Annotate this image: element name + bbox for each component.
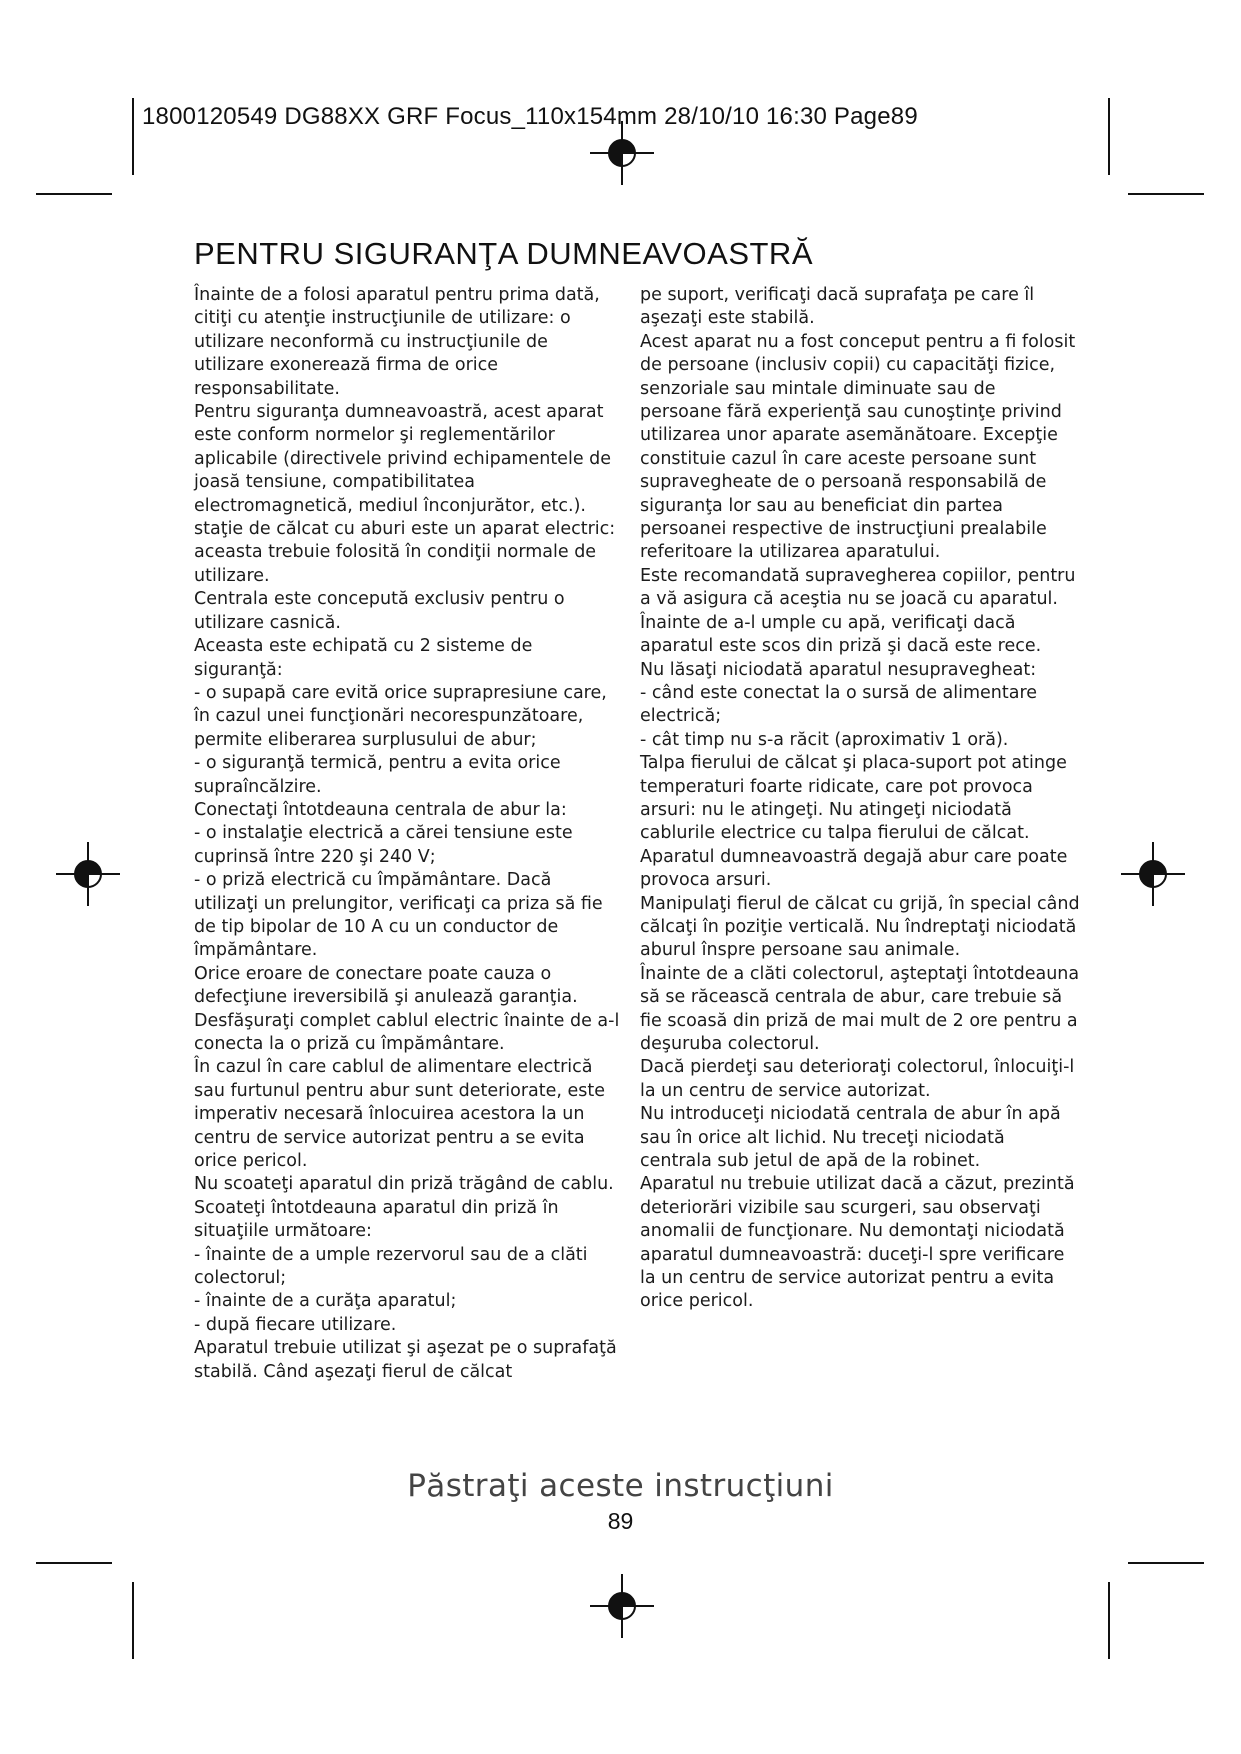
paragraph: Înainte de a clăti colectorul, aşteptaţi întotdeauna să se răcească centrala de abur, care trebuie să fie scoasă din priză de mai mult de 2 ore pentru a deşuruba colectorul. xyxy=(640,963,1080,1054)
list-item: - o instalaţie electrică a cărei tensiune este cuprinsă între 220 şi 240 V; xyxy=(194,823,573,867)
paragraph: Aparatul dumneavoastră degajă abur care poate provoca arsuri. xyxy=(640,846,1068,891)
registration-mark-right-icon xyxy=(1121,842,1185,906)
page-number: 89 xyxy=(607,1508,634,1534)
right-column xyxy=(640,284,1080,1314)
page-title: PENTRU SIGURANŢA DUMNEAVOASTRĂ xyxy=(194,236,814,271)
list-item: - după fiecare utilizare. xyxy=(194,1314,397,1335)
paragraph: Talpa fierului de călcat şi placa-suport pot atinge temperaturi foarte ridicate, care pot provoca arsuri: nu le atingeţi. Nu atingeţi niciodată cablurile electrice cu talpa fierului de călcat. xyxy=(640,753,1067,844)
paragraph: Înainte de a folosi aparatul pentru prima dată, citiţi cu atenţie instrucţiunile de utilizare: o utilizare neconformă cu instrucţiunile de utilizare exonerează firma de orice responsabilitate. xyxy=(194,285,600,399)
paragraph: pe suport, verificaţi dacă suprafaţa pe care îl aşezaţi este stabilă. xyxy=(640,285,1035,329)
paragraph: Pentru siguranţa dumneavoastră, acest aparat este conform normelor şi reglementărilor aplicabile (directivele privind echipamentele de joasă tensiune, compatibilitatea electromagnetică, mediul înconjurător, etc.). xyxy=(194,402,612,516)
paragraph: Orice eroare de conectare poate cauza o defecţiune ireversibilă şi anulează garanţia. xyxy=(194,963,578,1008)
list-item: - înainte de a curăţa aparatul; xyxy=(194,1291,457,1312)
list-item: - o siguranţă termică, pentru a evita orice supraîncălzire. xyxy=(194,753,561,797)
list-item: - cât timp nu s-a răcit (aproximativ 1 oră). xyxy=(640,729,1009,750)
crop-mark-top-left-vertical xyxy=(132,98,134,175)
paragraph: Manipulaţi fierul de călcat cu grijă, în special când călcaţi în poziţie verticală. Nu îndreptaţi niciodată aburul înspre persoane sau animale. xyxy=(640,893,1080,961)
paragraph: Aceasta este echipată cu 2 sisteme de siguranţă: xyxy=(194,636,533,680)
paragraph: Dacă pierdeţi sau deterioraţi colectorul, înlocuiţi-l la un centru de service autorizat. xyxy=(640,1057,1075,1101)
registration-mark-left-icon xyxy=(56,842,120,906)
left-column xyxy=(194,284,620,1384)
crop-mark-bottom-right-vertical xyxy=(1108,1582,1110,1659)
list-item: - când este conectat la o sursă de alimentare electrică; xyxy=(640,682,1038,727)
crop-mark-top-right-vertical xyxy=(1108,98,1110,175)
crop-mark-bottom-left-horizontal xyxy=(36,1562,112,1564)
footer-title: Păstraţi aceste instrucţiuni xyxy=(407,1468,834,1504)
registration-mark-bottom-icon xyxy=(590,1574,654,1638)
paragraph: Centrala este concepută exclusiv pentru o utilizare casnică. xyxy=(194,589,565,633)
paragraph: Desfăşuraţi complet cablul electric înainte de a-l conecta la o priză cu împământare. xyxy=(194,1010,620,1054)
crop-mark-top-right-horizontal xyxy=(1128,193,1204,195)
paragraph: În cazul în care cablul de alimentare electrică sau furtunul pentru abur sunt deteriorate, este imperativ necesară înlocuirea acestora la un centru de service autorizat pentru a se evita orice pericol. xyxy=(194,1057,606,1172)
paragraph: Nu scoateţi aparatul din priză trăgând de cablu. Scoateţi întotdeauna aparatul din priză în situaţiile următoare: xyxy=(194,1174,614,1242)
crop-mark-bottom-left-vertical xyxy=(132,1582,134,1659)
list-item: - o priză electrică cu împământare. Dacă utilizaţi un prelungitor, verificaţi ca priza să fie de tip bipolar de 10 A cu un conductor de împământare. xyxy=(194,870,603,961)
paragraph: Nu introduceţi niciodată centrala de abur în apă sau în orice alt lichid. Nu treceţi niciodată centrala sub jetul de apă de la robinet. xyxy=(640,1104,1061,1172)
print-slug-line: 1800120549 DG88XX GRF Focus_110x154mm 28/10/10 16:30 Page89 xyxy=(142,103,918,130)
paragraph: Acest aparat nu a fost conceput pentru a fi folosit de persoane (inclusiv copii) cu capacităţi fizice, senzoriale sau mintale diminuate sau de persoane fără experienţă sau cunoştinţe privind utilizarea unor aparate asemănătoare. Excepţie constituie cazul în care aceste persoane sunt supravegheate de o persoană responsabilă de siguranţa lor sau au beneficiat din partea persoanei respective de instrucţiuni prealabile referitoare la utilizarea aparatului. xyxy=(640,331,1076,563)
crop-mark-bottom-right-horizontal xyxy=(1128,1562,1204,1564)
list-item: - o supapă care evită orice suprapresiune care, în cazul unei funcţionări necorespunzătoare, permite eliberarea surplusului de abur; xyxy=(194,682,607,750)
paragraph: Este recomandată supravegherea copiilor, pentru a vă asigura că aceştia nu se joacă cu aparatul. xyxy=(640,565,1076,610)
paragraph: staţie de călcat cu aburi este un aparat electric: aceasta trebuie folosită în condiţii normale de utilizare. xyxy=(194,519,616,586)
registration-mark-top-icon xyxy=(590,121,654,185)
paragraph: Nu lăsaţi niciodată aparatul nesupravegheat: xyxy=(640,659,1037,680)
paragraph: Aparatul nu trebuie utilizat dacă a căzut, prezintă deteriorări vizibile sau scurgeri, sau observaţi anomalii de funcţionare. Nu demontaţi niciodată aparatul dumneavoastră: duceţi-l spre verificare la un centru de service autorizat pentru a evita orice pericol. xyxy=(640,1174,1075,1312)
list-item: - înainte de a umple rezervorul sau de a clăti colectorul; xyxy=(194,1244,588,1289)
crop-mark-top-left-horizontal xyxy=(36,193,112,195)
paragraph: Înainte de a-l umple cu apă, verificaţi dacă aparatul este scos din priză şi dacă este rece. xyxy=(640,612,1042,657)
paragraph: Aparatul trebuie utilizat şi aşezat pe o suprafaţă stabilă. Când aşezaţi fierul de călcat xyxy=(194,1338,617,1382)
paragraph: Conectaţi întotdeauna centrala de abur la: xyxy=(194,799,567,820)
